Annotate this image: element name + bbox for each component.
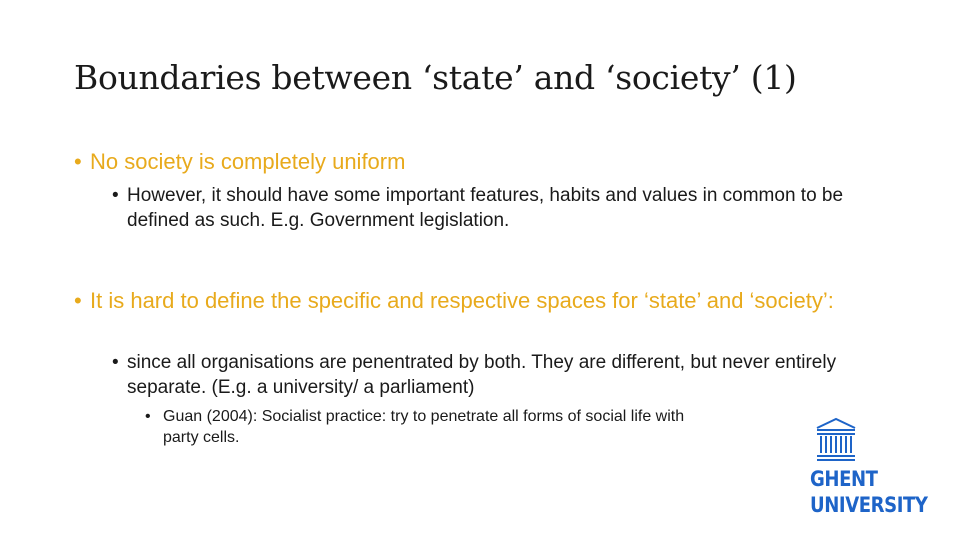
- ghent-university-logo: [810, 414, 928, 518]
- bullet-text: since all organisations are penentrated by both. They are different, but never entirely separate. (E.g. a university/ a parliament): [127, 352, 837, 398]
- bullet-marker: •: [112, 352, 119, 373]
- bullet-marker: •: [112, 185, 119, 206]
- bullet-marker: •: [74, 149, 82, 174]
- bullet-level-2: [112, 183, 892, 233]
- slide-title: Boundaries between ‘state’ and ‘society’ (1): [74, 58, 797, 97]
- logo-text-university: UNIVERSITY: [810, 493, 928, 517]
- bullet-level-1: [74, 149, 894, 175]
- university-building-icon: [814, 416, 858, 462]
- bullet-level-1: [74, 288, 894, 314]
- logo-text-ghent: GHENT: [810, 467, 878, 491]
- bullet-marker: •: [74, 288, 82, 313]
- bullet-text: No society is completely uniform: [90, 149, 406, 174]
- bullet-text: Guan (2004): Socialist practice: try to penetrate all forms of social life with party cells.: [163, 408, 685, 446]
- bullet-text: It is hard to define the specific and respective spaces for ‘state’ and ‘society’:: [90, 288, 834, 313]
- bullet-level-3: [145, 406, 685, 448]
- bullet-text: However, it should have some important features, habits and values in common to be defined as such. E.g. Government legislation.: [127, 185, 844, 231]
- bullet-level-2: [112, 350, 892, 400]
- bullet-marker: •: [145, 408, 151, 425]
